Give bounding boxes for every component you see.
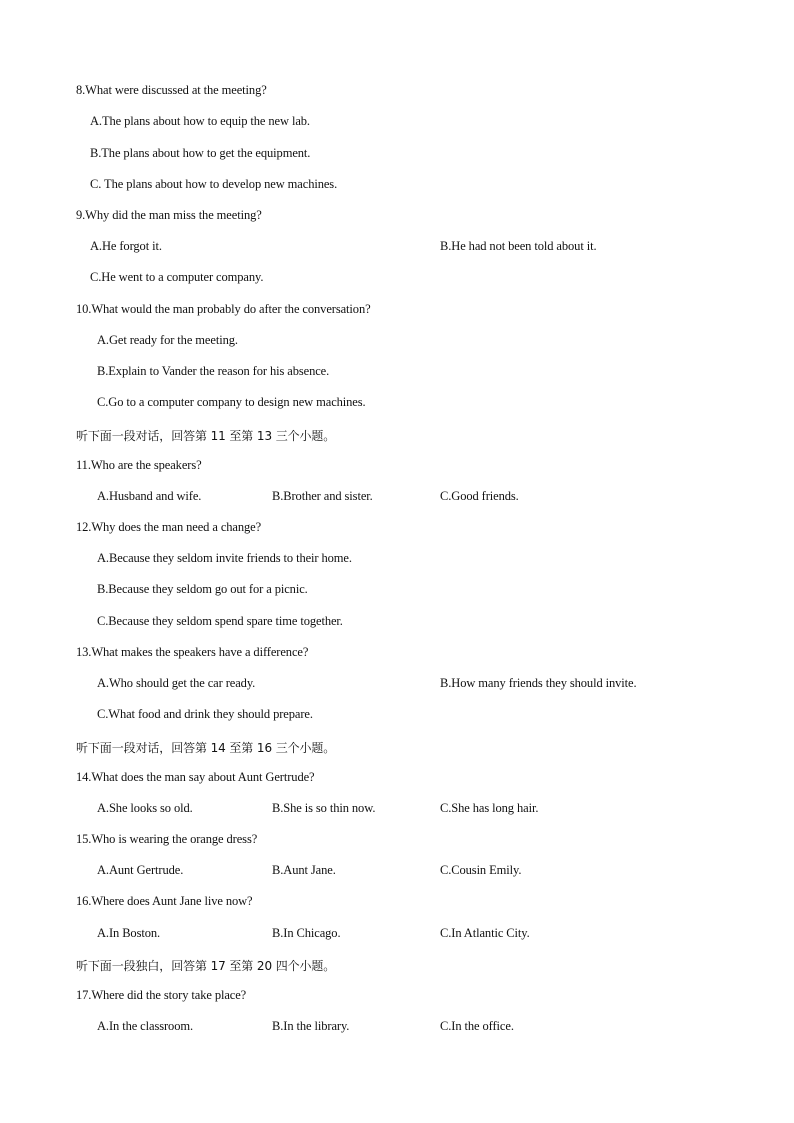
question-15-option-b: B.Aunt Jane. <box>272 863 336 877</box>
question-11-option-b: B.Brother and sister. <box>272 489 373 503</box>
question-13-option-c: C.What food and drink they should prepare. <box>97 707 313 721</box>
question-9-option-c: C.He went to a computer company. <box>90 270 264 284</box>
question-13-option-b: B.How many friends they should invite. <box>440 676 637 690</box>
question-11-option-a: A.Husband and wife. <box>97 489 202 503</box>
question-17-option-b: B.In the library. <box>272 1019 350 1033</box>
question-15-option-c: C.Cousin Emily. <box>440 863 522 877</box>
question-14-option-a: A.She looks so old. <box>97 801 193 815</box>
question-11-stem: 11.Who are the speakers? <box>76 458 202 472</box>
question-14-stem: 14.What does the man say about Aunt Gertrude? <box>76 770 315 784</box>
question-10-option-a: A.Get ready for the meeting. <box>97 333 238 347</box>
question-8-option-c: C. The plans about how to develop new machines. <box>90 177 338 191</box>
question-15-option-a: A.Aunt Gertrude. <box>97 863 184 877</box>
question-16-option-b: B.In Chicago. <box>272 926 341 940</box>
question-12-option-a: A.Because they seldom invite friends to their home. <box>97 551 352 565</box>
question-10-stem: 10.What would the man probably do after the conversation? <box>76 302 371 316</box>
question-17-option-c: C.In the office. <box>440 1019 514 1033</box>
question-8-option-b: B.The plans about how to get the equipment. <box>90 146 311 160</box>
question-17-option-a: A.In the classroom. <box>97 1019 193 1033</box>
question-16-option-a: A.In Boston. <box>97 926 161 940</box>
question-17-stem: 17.Where did the story take place? <box>76 988 247 1002</box>
question-12-stem: 12.Why does the man need a change? <box>76 520 262 534</box>
question-10-option-c: C.Go to a computer company to design new machines. <box>97 395 366 409</box>
question-9-option-a: A.He forgot it. <box>90 239 162 253</box>
question-12-option-c: C.Because they seldom spend spare time together. <box>97 614 343 628</box>
question-9-stem: 9.Why did the man miss the meeting? <box>76 208 262 222</box>
question-8-stem: 8.What were discussed at the meeting? <box>76 83 267 97</box>
question-12-option-b: B.Because they seldom go out for a picnic. <box>97 582 308 596</box>
question-14-option-c: C.She has long hair. <box>440 801 539 815</box>
section-instruction-17-20: 听下面一段独白，回答第 17 至第 20 四个小题。 <box>76 959 336 973</box>
question-16-option-c: C.In Atlantic City. <box>440 926 530 940</box>
question-11-option-c: C.Good friends. <box>440 489 519 503</box>
question-15-stem: 15.Who is wearing the orange dress? <box>76 832 258 846</box>
section-instruction-14-16: 听下面一段对话，回答第 14 至第 16 三个小题。 <box>76 741 336 755</box>
question-13-stem: 13.What makes the speakers have a difference? <box>76 645 309 659</box>
question-16-stem: 16.Where does Aunt Jane live now? <box>76 894 253 908</box>
question-13-option-a: A.Who should get the car ready. <box>97 676 256 690</box>
question-9-option-b: B.He had not been told about it. <box>440 239 597 253</box>
question-14-option-b: B.She is so thin now. <box>272 801 376 815</box>
question-10-option-b: B.Explain to Vander the reason for his absence. <box>97 364 330 378</box>
question-8-option-a: A.The plans about how to equip the new lab. <box>90 114 310 128</box>
section-instruction-11-13: 听下面一段对话，回答第 11 至第 13 三个小题。 <box>76 429 336 443</box>
